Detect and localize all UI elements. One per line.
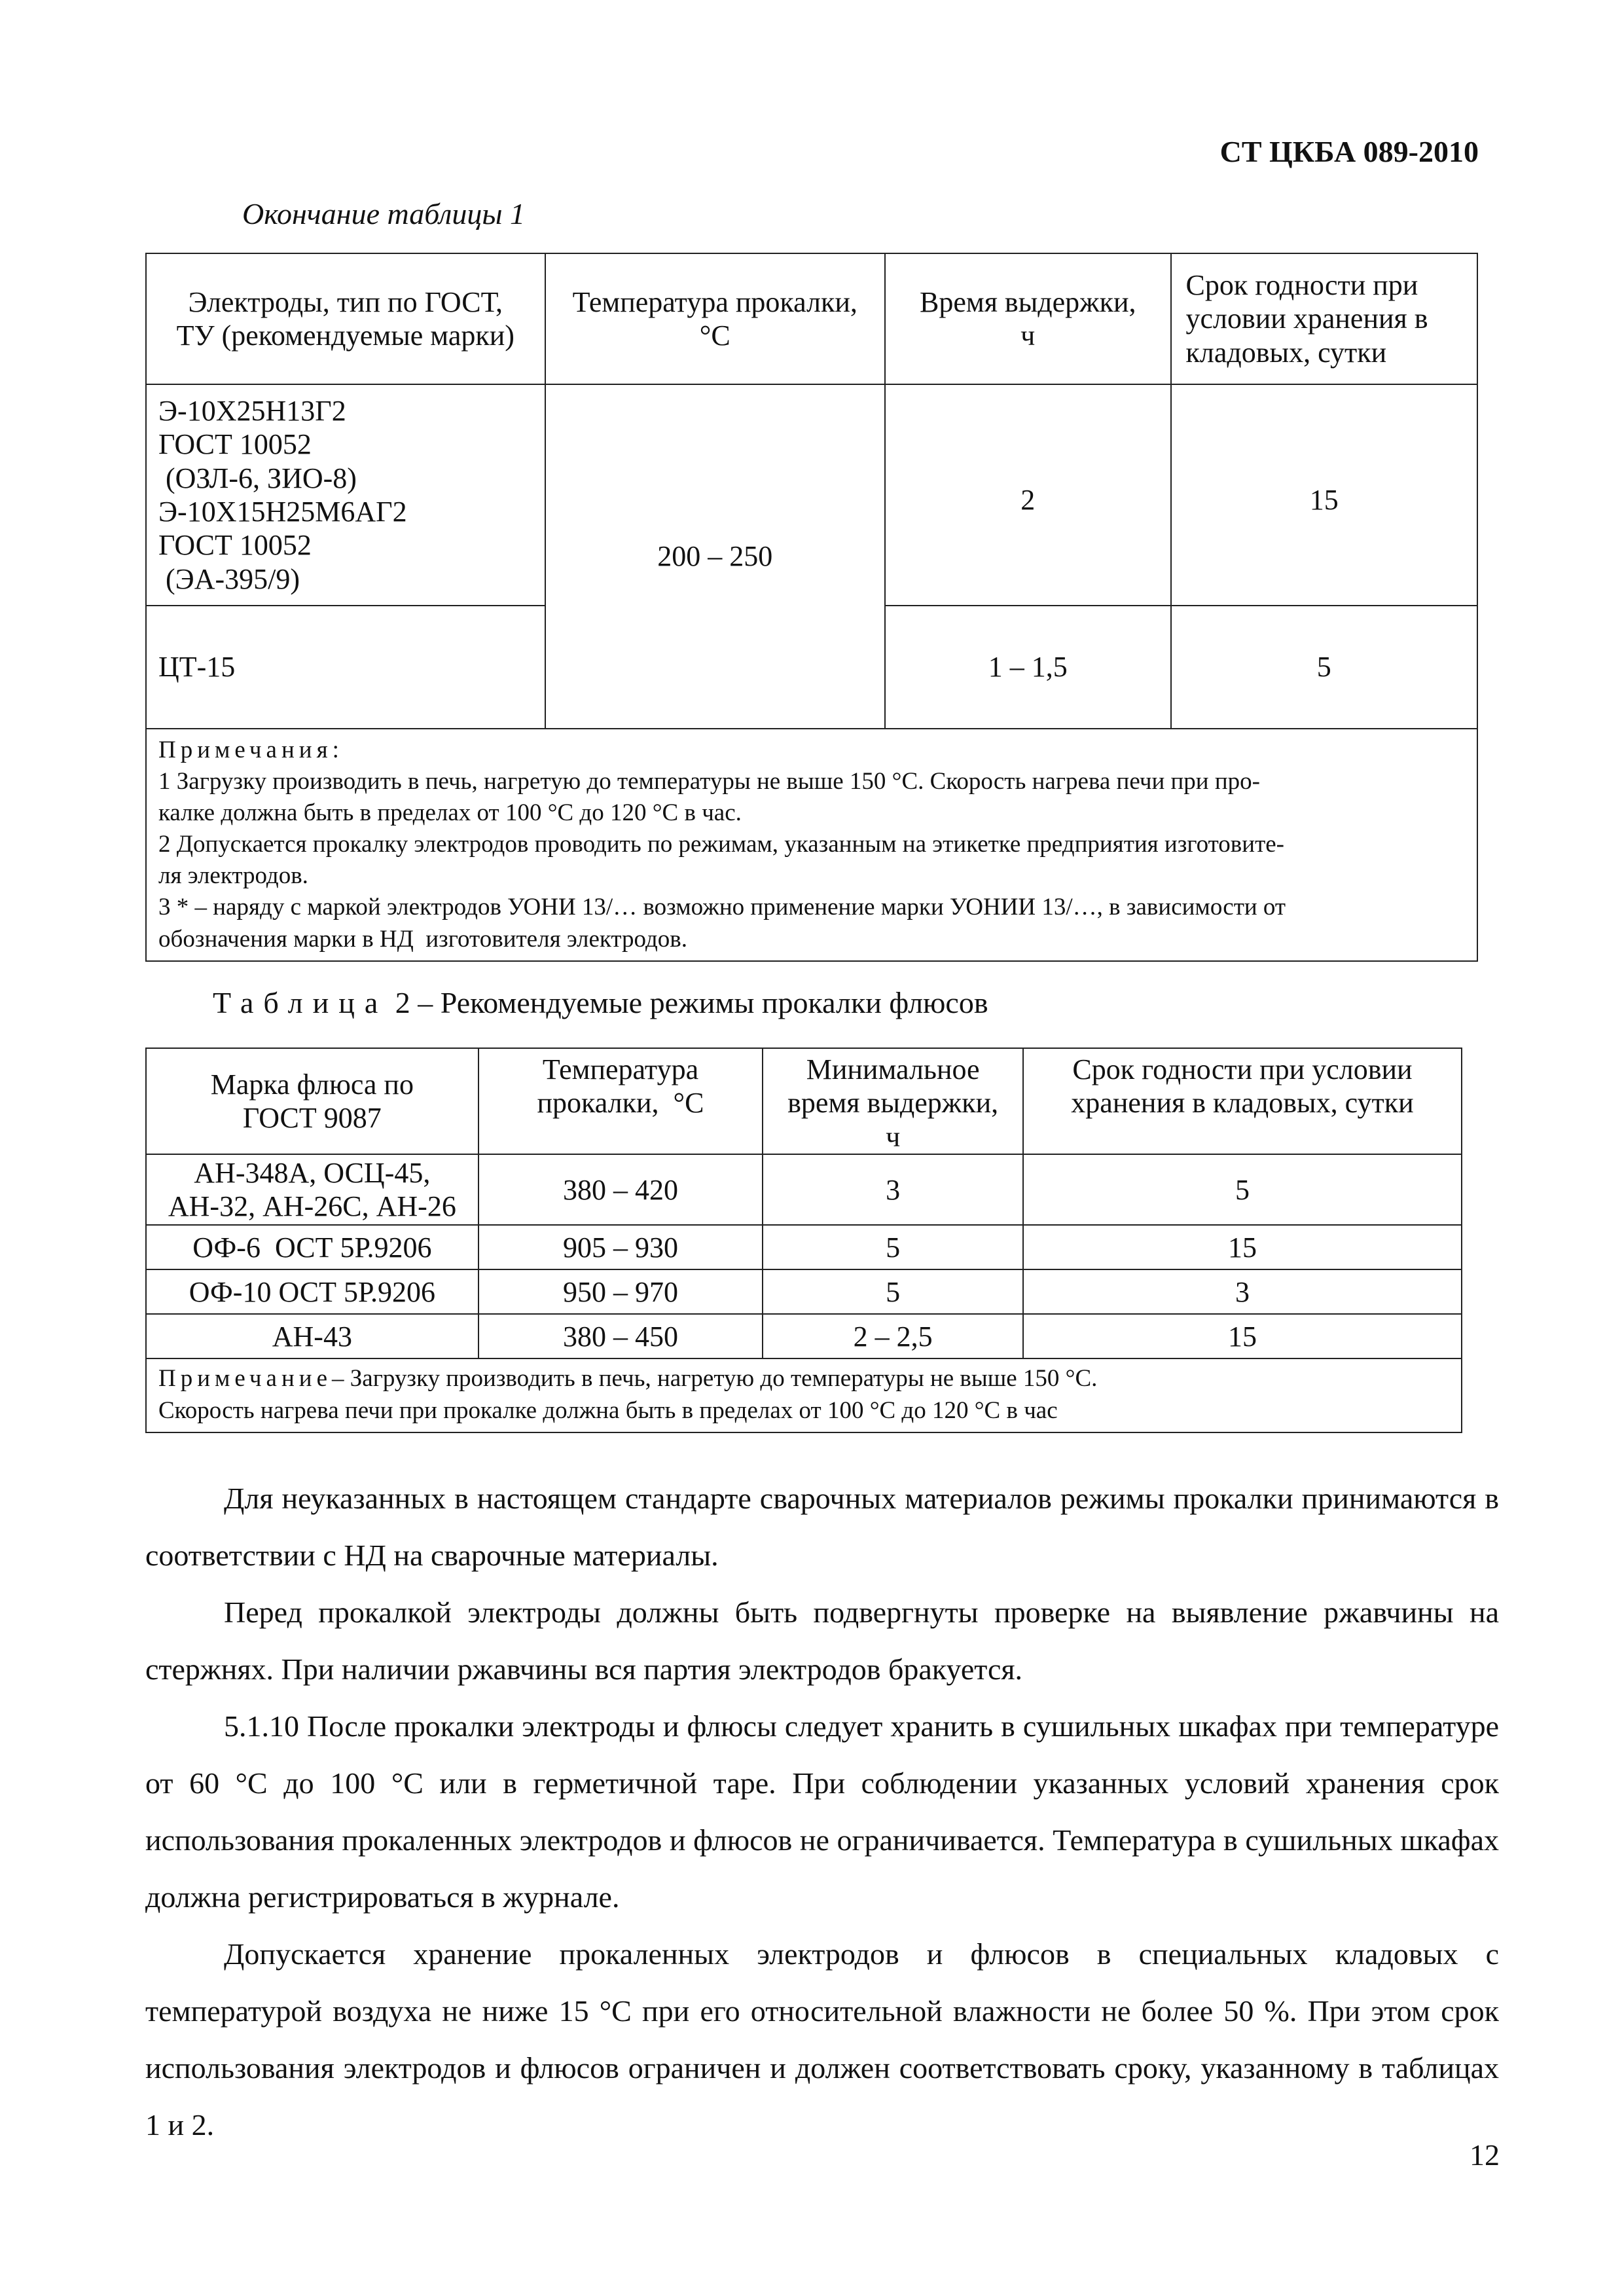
t2-col-hold-time xyxy=(763,1048,1023,1154)
t2-col1-line1: прокалки, °С xyxy=(537,1087,704,1120)
page-number: 12 xyxy=(1470,2138,1500,2172)
t2-shelf-cell: 15 xyxy=(1023,1225,1462,1269)
t2-note-line0 xyxy=(158,1363,1452,1394)
table1-notes-row xyxy=(146,729,1477,961)
t1-col3-line0: Срок годности при xyxy=(1185,268,1418,301)
t1-notes-cell xyxy=(146,729,1477,961)
t2-flux-cell xyxy=(146,1225,478,1269)
t1-r0-line5: (ЭА-395/9) xyxy=(158,562,300,595)
t2-note-text0: – Загрузку производить в печь, нагретую до температуры не выше 150 °С. xyxy=(332,1365,1098,1393)
t2-shelf-cell: 3 xyxy=(1023,1269,1462,1314)
t1-col1-line0: Температура прокалки, xyxy=(572,285,857,318)
t2-r2-flux-line0: ОФ-10 ОСТ 5Р.9206 xyxy=(189,1275,435,1308)
t1-r0-line0: Э-10Х25Н13Г2 xyxy=(158,394,346,427)
t2-r0-flux-line1: АН-32, АН-26С, АН-26 xyxy=(168,1190,456,1223)
t1-shelf-cell: 5 xyxy=(1171,606,1478,729)
t2-temp-cell: 905 – 930 xyxy=(478,1225,763,1269)
t2-r1-flux-line0: ОФ-6 ОСТ 5Р.9206 xyxy=(192,1231,432,1264)
t1-note-2-line1: ля электродов. xyxy=(158,862,308,890)
t1-note-2-line0: 2 Допускается прокалку электродов проводить по режимам, указанным на этикетке предприятия изготовите- xyxy=(158,831,1284,858)
table2-notes-row xyxy=(146,1358,1462,1432)
table2-title-word: Таблица xyxy=(213,986,388,1019)
paragraph: Перед прокалкой электроды должны быть подвергнуты проверке на выявление ржавчины на стержнях. При наличии ржавчины вся партия электродов бракуется. xyxy=(145,1595,1499,1686)
table-row xyxy=(146,384,1477,606)
table-row xyxy=(146,1225,1462,1269)
t1-col-hold-time xyxy=(885,253,1171,384)
t1-r0-line4: ГОСТ 10052 xyxy=(158,529,312,562)
t1-hold-cell: 1 – 1,5 xyxy=(885,606,1171,729)
t2-hold-cell: 3 xyxy=(763,1154,1023,1225)
table-1 xyxy=(145,253,1478,962)
t2-shelf-cell: 5 xyxy=(1023,1154,1462,1225)
t1-note-3-line0: 3 * – наряду с маркой электродов УОНИ 13/… возможно применение марки УОНИИ 13/…, в зависимости от xyxy=(158,894,1286,921)
t1-r0-line1: ГОСТ 10052 xyxy=(158,428,312,461)
t1-col0-line0: Электроды, тип по ГОСТ, xyxy=(188,285,503,318)
t1-col-shelf-life xyxy=(1171,253,1478,384)
t2-hold-cell: 5 xyxy=(763,1225,1023,1269)
t2-col-temperature xyxy=(478,1048,763,1154)
body-text xyxy=(145,1470,1499,2153)
t1-col-electrodes xyxy=(146,253,545,384)
t2-notes-cell xyxy=(146,1358,1462,1432)
t1-col1-line1: °С xyxy=(699,319,731,352)
paragraph: 5.1.10 После прокалки электроды и флюсы следует хранить в сушильных шкафах при температуре от 60 °С до 100 °С или в герметичной таре. При соблюдении указанных условий хранения срок использования прокаленных электродов и флюсов не ограничивается. Температура в сушильных шкафах должна регистрироваться в журнале. xyxy=(145,1709,1499,1914)
t1-col2-line0: Время выдержки, xyxy=(919,285,1136,318)
t1-col0-line1: ТУ (рекомендуемые марки) xyxy=(176,319,514,352)
t1-shelf-cell: 15 xyxy=(1171,384,1478,606)
t2-hold-cell: 5 xyxy=(763,1269,1023,1314)
table-row xyxy=(146,1154,1462,1225)
t2-flux-cell xyxy=(146,1154,478,1225)
paragraph: Для неуказанных в настоящем стандарте сварочных материалов режимы прокалки принимаются в соответствии с НД на сварочные материалы. xyxy=(145,1482,1499,1572)
t2-col0-line1: ГОСТ 9087 xyxy=(242,1102,382,1135)
t2-col3-line1: хранения в кладовых, сутки xyxy=(1071,1087,1414,1120)
t1-col-temperature xyxy=(545,253,885,384)
table2-title xyxy=(213,985,988,1020)
t2-temp-cell: 380 – 420 xyxy=(478,1154,763,1225)
table2-title-rest: 2 – Рекомендуемые режимы прокалки флюсов xyxy=(388,986,988,1019)
t1-notes-title: Примечания: xyxy=(158,737,344,763)
t1-r0-line2: (ОЗЛ-6, ЗИО-8) xyxy=(158,462,357,494)
t2-flux-cell xyxy=(146,1269,478,1314)
t2-note-word: Примечание xyxy=(158,1365,332,1393)
t1-col3-line2: кладовых, сутки xyxy=(1185,336,1387,369)
t2-col1-line0: Температура xyxy=(542,1053,699,1085)
table-2 xyxy=(145,1048,1462,1433)
table-row xyxy=(146,1269,1462,1314)
table-row xyxy=(146,1314,1462,1358)
table1-continuation-caption: Окончание таблицы 1 xyxy=(242,197,525,230)
document-code: СТ ЦКБА 089-2010 xyxy=(1219,135,1479,168)
t1-col2-line1: ч xyxy=(1020,319,1036,352)
t1-col3-line1: условии хранения в xyxy=(1185,302,1428,335)
t1-r0-line3: Э-10Х15Н25М6АГ2 xyxy=(158,496,407,528)
t2-col2-line2: ч xyxy=(886,1120,901,1153)
t2-col2-line1: время выдержки, xyxy=(787,1087,999,1120)
t2-temp-cell: 950 – 970 xyxy=(478,1269,763,1314)
t1-temperature-cell: 200 – 250 xyxy=(545,384,885,729)
t2-r0-flux-line0: АН-348А, ОСЦ-45, xyxy=(194,1156,431,1189)
t2-col2-line0: Минимальное xyxy=(806,1053,980,1085)
t2-col3-line0: Срок годности при условии xyxy=(1072,1053,1413,1085)
t2-hold-cell: 2 – 2,5 xyxy=(763,1314,1023,1358)
t1-electrodes-cell xyxy=(146,606,545,729)
t2-temp-cell: 380 – 450 xyxy=(478,1314,763,1358)
t1-note-1-line1: калке должна быть в пределах от 100 °С до 120 °С в час. xyxy=(158,799,742,827)
t2-shelf-cell: 15 xyxy=(1023,1314,1462,1358)
t1-electrodes-cell xyxy=(146,384,545,606)
t2-r3-flux-line0: АН-43 xyxy=(272,1320,352,1353)
table1-header-row xyxy=(146,253,1477,384)
t2-col-flux xyxy=(146,1048,478,1154)
t1-note-3-line1: обозначения марки в НД изготовителя электродов. xyxy=(158,925,688,953)
t1-r1-line0: ЦТ-15 xyxy=(158,651,236,683)
paragraph: Допускается хранение прокаленных электродов и флюсов в специальных кладовых с температурой воздуха не ниже 15 °С при его относительной влажности не более 50 %. При этом срок использования электродов и флюсов ограничен и должен соответствовать сроку, указанному в таблицах 1 и 2. xyxy=(145,1937,1499,2141)
t2-col0-line0: Марка флюса по xyxy=(210,1068,414,1101)
t1-note-1-line0: 1 Загрузку производить в печь, нагретую до температуры не выше 150 °С. Скорость нагрева печи при про- xyxy=(158,768,1260,795)
t2-flux-cell xyxy=(146,1314,478,1358)
t2-note-line1: Скорость нагрева печи при прокалке должна быть в пределах от 100 °С до 120 °С в час xyxy=(158,1396,1058,1424)
table2-header-row xyxy=(146,1048,1462,1154)
t2-col-shelf-life xyxy=(1023,1048,1462,1154)
t1-hold-cell: 2 xyxy=(885,384,1171,606)
